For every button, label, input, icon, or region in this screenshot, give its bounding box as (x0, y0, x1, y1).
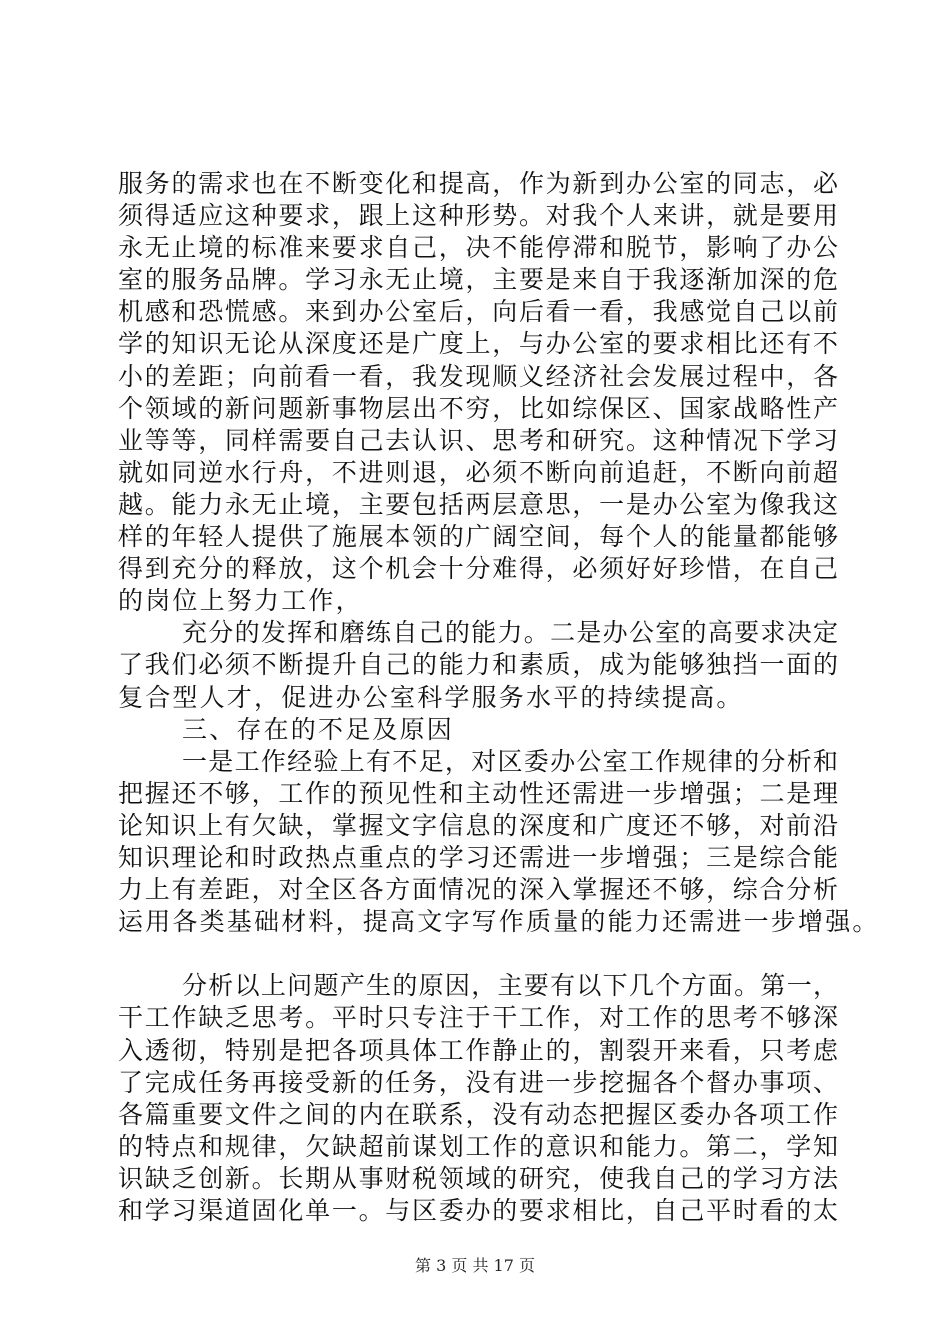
text-line: 机感和恐慌感。来到办公室后，向后看一看，我感觉自己以前 (118, 297, 838, 327)
text-line: 把握还不够，工作的预见性和主动性还需进一步增强；二是理 (118, 778, 838, 808)
text-line: 须得适应这种要求，跟上这种形势。对我个人来讲，就是要用 (118, 201, 838, 231)
text-line: 入透彻，特别是把各项具体工作静止的，割裂开来看，只考虑 (118, 1035, 838, 1065)
text-line: 样的年轻人提供了施展本领的广阔空间，每个人的能量都能够 (118, 522, 838, 552)
paragraph-block-4 (118, 970, 838, 1227)
text-line: 得到充分的释放，这个机会十分难得，必须好好珍惜，在自己 (118, 554, 838, 584)
text-line: 一是工作经验上有不足，对区委办公室工作规律的分析和 (182, 746, 838, 776)
text-line: 识缺乏创新。长期从事财税领域的研究，使我自己的学习方法 (118, 1163, 838, 1193)
text-line: 论知识上有欠缺，掌握文字信息的深度和广度还不够，对前沿 (118, 810, 838, 840)
text-line: 的岗位上努力工作， (118, 586, 363, 616)
paragraph-block-1 (118, 168, 838, 617)
text-line: 了我们必须不断提升自己的能力和素质，成为能够独挡一面的 (118, 650, 838, 680)
paragraph-block-2 (118, 617, 838, 713)
text-line: 个领域的新问题新事物层出不穷，比如综保区、国家战略性产 (118, 393, 838, 423)
text-line: 复合型人才，促进办公室科学服务水平的持续提高。 (118, 682, 744, 712)
page-number-footer: 第 3 页 共 17 页 (415, 1256, 535, 1275)
text-line: 分析以上问题产生的原因，主要有以下几个方面。第一， (182, 971, 838, 1001)
text-line: 服务的需求也在不断变化和提高，作为新到办公室的同志，必 (118, 169, 838, 198)
text-line: 知识理论和时政热点重点的学习还需进一步增强；三是综合能 (118, 842, 838, 872)
text-line: 力上有差距，对全区各方面情况的深入掌握还不够，综合分析 (118, 875, 838, 905)
paragraph-block-3 (118, 746, 880, 939)
text-line: 干工作缺乏思考。平时只专注于干工作，对工作的思考不够深 (118, 1003, 838, 1033)
text-line: 室的服务品牌。学习永无止境，主要是来自于我逐渐加深的危 (118, 265, 838, 295)
text-line: 小的差距；向前看一看，我发现顺义经济社会发展过程中，各 (118, 361, 838, 391)
section-heading: 三、存在的不足及原因 (182, 714, 455, 744)
text-line: 各篇重要文件之间的内在联系，没有动态把握区委办各项工作 (118, 1099, 838, 1129)
text-line: 学的知识无论从深度还是广度上，与办公室的要求相比还有不 (118, 329, 838, 359)
blank-line (118, 938, 838, 970)
text-line: 就如同逆水行舟，不进则退，必须不断向前追赶，不断向前超 (118, 457, 838, 487)
text-line: 永无止境的标准来要求自己，决不能停滞和脱节，影响了办公 (118, 233, 838, 263)
text-line: 业等等，同样需要自己去认识、思考和研究。这种情况下学习 (118, 425, 838, 455)
text-line: 了完成任务再接受新的任务，没有进一步挖掘各个督办事项、 (118, 1067, 838, 1097)
text-line: 和学习渠道固化单一。与区委办的要求相比，自己平时看的太 (118, 1196, 838, 1225)
text-line: 运用各类基础材料，提高文字写作质量的能力还需进一步增强。 (118, 907, 880, 937)
document-body (118, 168, 880, 1227)
text-line: 充分的发挥和磨练自己的能力。二是办公室的高要求决定 (182, 618, 838, 648)
text-line: 越。能力永无止境，主要包括两层意思，一是办公室为像我这 (118, 489, 838, 519)
text-line: 的特点和规律，欠缺超前谋划工作的意识和能力。第二，学知 (118, 1131, 838, 1161)
